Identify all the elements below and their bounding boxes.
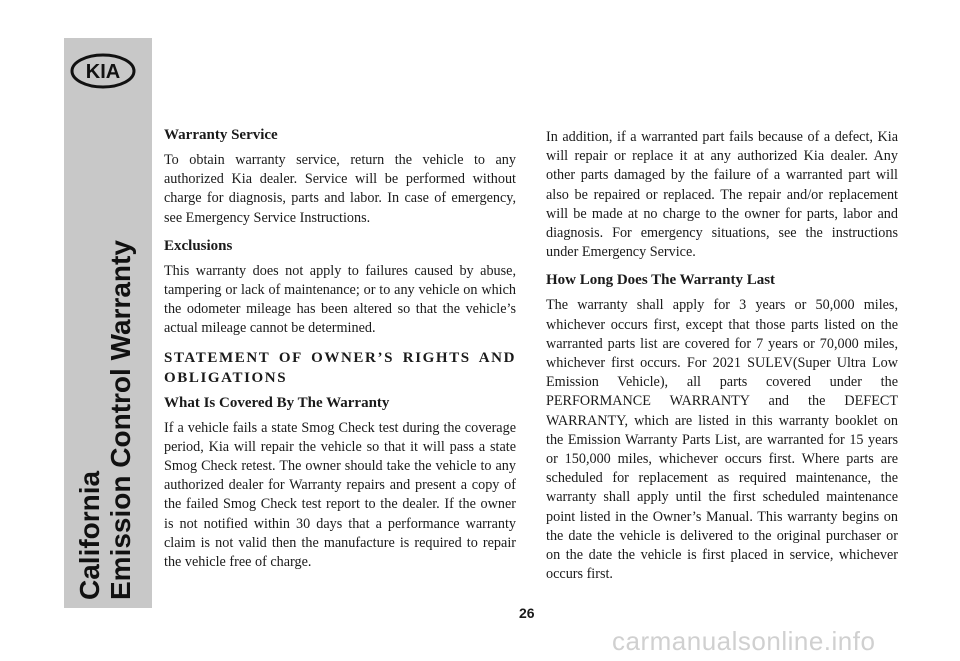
addition-text: In addition, if a warranted part fails because of a defect, Kia will repair or replace it at any authorized Kia dealer. Any other parts damaged by the failure of a warranted part will also be repaired or replaced. The repair and/or replacement will be made at no charge to the owner for parts, labor and diagnosis. For emergency situations, see the instructions under Emergency Service. — [546, 129, 898, 261]
right-column — [546, 128, 898, 593]
warranty-service-heading: Warranty Service — [164, 127, 278, 143]
exclusions-heading: Exclusions — [164, 237, 233, 254]
warranty-service-text: To obtain warranty service, return the vehicle to any authorized Kia dealer. Service will be performed without charge for diagnosis, parts and labor. In case of emergency, see Emergency Service Instructions. — [164, 152, 516, 226]
statement-heading: STATEMENT OF OWNER’S RIGHTS AND OBLIGATIONS — [164, 349, 516, 386]
sidebar-title-line1: California — [74, 470, 105, 600]
covered-heading: What Is Covered By The Warranty — [164, 394, 390, 411]
how-long-text: The warranty shall apply for 3 years or 50,000 miles, whichever occurs first, except that those parts listed on the warranted parts list are covered for 7 years or 70,000 miles, whichever first occurs. For 2021 SULEV(Super Ultra Low Emission Vehicle), all parts covered under the PERFORMANCE WARRANTY and the DEFECT WARRANTY, which are listed in this warranty booklet on the Emission Warranty Parts List, are warranted for 15 years or 150,000 miles, whichever occurs first. Where parts are scheduled for replacement as required maintenance, the warranty shall apply until the first scheduled maintenance point listed in the Owner’s Manual. This warranty begins on the date the vehicle is delivered to the original purchaser or on the date the vehicle is first placed in service, whichever occurs first. — [546, 297, 898, 583]
how-long-heading: How Long Does The Warranty Last — [546, 272, 776, 289]
left-column — [164, 126, 516, 581]
exclusions-text: This warranty does not apply to failures caused by abuse, tampering or lack of maintenance; or to any vehicle on which the odometer mileage has been altered so that the vehicle’s actual mileage cannot be determined. — [164, 262, 516, 337]
sidebar-title — [74, 240, 136, 600]
kia-logo-text: KIA — [85, 61, 121, 83]
watermark: carmanualsonline.info — [612, 626, 876, 656]
page-number: 26 — [519, 605, 535, 621]
covered-text: If a vehicle fails a state Smog Check test during the coverage period, Kia will repair the vehicle so that it will pass a state Smog Check retest. The owner should take the vehicle to any authorized dealer for Warranty repairs and present a copy of the failed Smog Check test report to the dealer. If the owner is not notified within 30 days that a performance warranty claim is not valid then the manufacture is required to repair the vehicle free of charge. — [164, 419, 516, 571]
sidebar-title-line2: Emission Control Warranty — [105, 240, 136, 600]
kia-logo — [70, 52, 136, 90]
